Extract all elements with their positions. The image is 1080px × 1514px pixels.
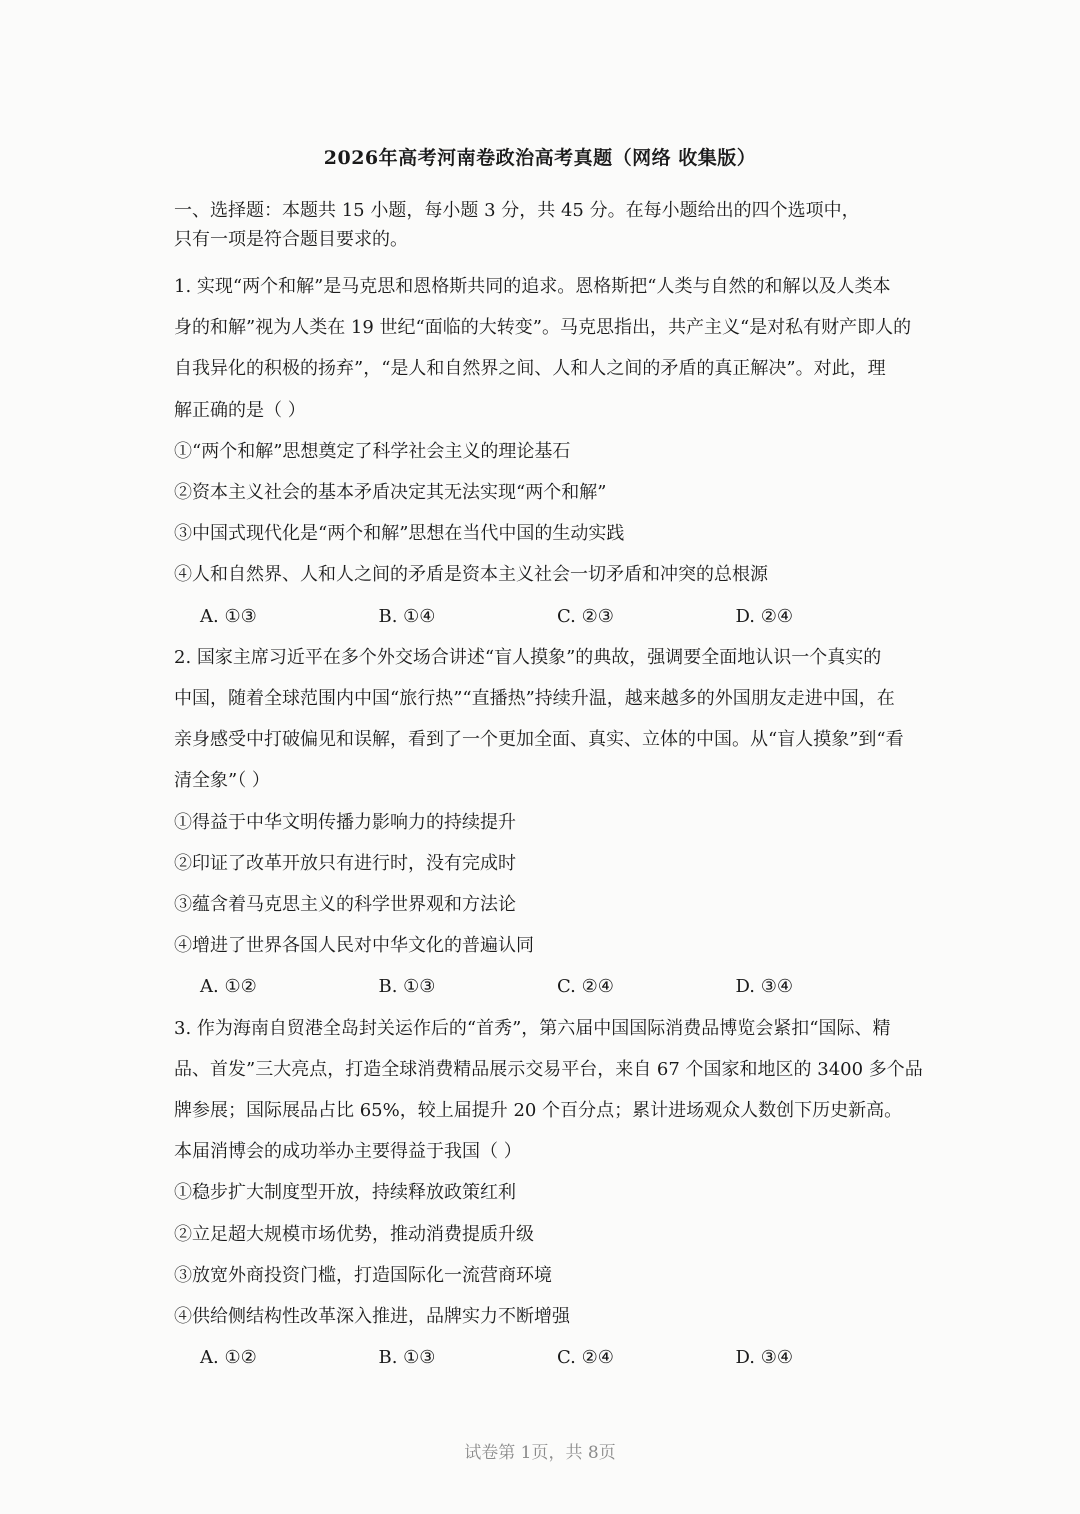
question-stem-line: 清全象”（ ） [174,770,270,792]
question-option: ④增进了世界各国人民对中华文化的普遍认同 [174,935,534,957]
choice-c: C. ②③ [557,605,614,627]
question-stem-line: 1. 实现“两个和解”是马克思和恩格斯共同的追求。恩格斯把“人类与自然的和解以及人类本 [174,276,891,297]
page-footer: 试卷第 1页，共 8页 [464,1443,616,1463]
choice-a: A. ①② [200,1347,257,1369]
page-title: 2026年高考河南卷政治高考真题（网络 收集版） [323,147,757,169]
answer-choices [174,966,914,1007]
question-option: ④供给侧结构性改革深入推进，品牌实力不断增强 [174,1306,570,1328]
question-option: ③中国式现代化是“两个和解”思想在当代中国的生动实践 [174,523,625,545]
question-3 [174,1008,923,1379]
answer-choices [174,596,914,637]
answer-choices [174,1337,914,1378]
section-heading-line: 只有一项是符合题目要求的。 [174,229,408,250]
choice-d: D. ③④ [735,1347,794,1369]
choice-a: A. ①② [200,976,257,998]
exam-content [174,196,923,1378]
choice-b: B. ①③ [378,976,436,998]
question-stem-line: 中国，随着全球范围内中国“旅行热”“直播热”持续升温，越来越多的外国朋友走进中国，在 [174,688,895,710]
choice-d: D. ②④ [735,605,794,627]
question-option: ①得益于中华文明传播力影响力的持续提升 [174,811,516,833]
choice-b: B. ①③ [378,1347,436,1369]
question-option: ②资本主义社会的基本矛盾决定其无法实现“两个和解” [174,482,607,504]
question-stem-line: 2. 国家主席习近平在多个外交场合讲述“盲人摸象”的典故，强调要全面地认识一个真实的 [174,646,882,668]
question-option: ③放宽外商投资门槛，打造国际化一流营商环境 [174,1264,552,1286]
question-option: ②印证了改革开放只有进行时，没有完成时 [174,852,516,874]
question-option: ④人和自然界、人和人之间的矛盾是资本主义社会一切矛盾和冲突的总根源 [174,564,768,586]
question-stem-line: 身的和解”视为人类在 19 世纪“面临的大转变”。马克思指出，共产主义“是对私有财产即人的 [174,317,912,339]
question-stem-line: 自我异化的积极的扬弃”，“是人和自然界之间、人和人之间的矛盾的真正解决”。对此，理 [174,358,886,380]
choice-d: D. ③④ [735,976,794,998]
question-stem-line: 牌参展；国际展品占比 65%，较上届提升 20 个百分点；累计进场观众人数创下历史新高。 [174,1100,903,1122]
question-stem-line: 3. 作为海南自贸港全岛封关运作后的“首秀”，第六届中国国际消费品博览会紧扣“国际、精 [174,1017,891,1039]
choice-c: C. ②④ [557,976,614,998]
question-stem-line: 亲身感受中打破偏见和误解，看到了一个更加全面、真实、立体的中国。从“盲人摸象”到“看 [174,729,904,751]
question-stem-line: 品、首发”三大亮点，打造全球消费精品展示交易平台，来自 67 个国家和地区的 3400 多个品 [174,1058,923,1080]
question-option: ③蕴含着马克思主义的科学世界观和方法论 [174,894,516,916]
section-heading-line: 一、选择题：本题共 15 小题，每小题 3 分，共 45 分。在每小题给出的四个选项中， [174,200,860,221]
choice-c: C. ②④ [557,1347,614,1369]
question-option: ①“两个和解”思想奠定了科学社会主义的理论基石 [174,440,571,462]
question-1 [174,266,914,637]
question-stem-line: 解正确的是（ ） [174,399,306,421]
question-option: ②立足超大规模市场优势，推动消费提质升级 [174,1223,534,1245]
question-option: ①稳步扩大制度型开放，持续释放政策红利 [174,1182,516,1204]
choice-b: B. ①④ [378,605,436,627]
choice-a: A. ①③ [200,605,257,627]
question-stem-line: 本届消博会的成功举办主要得益于我国（ ） [174,1141,522,1163]
question-2 [174,637,914,1008]
section-heading [174,196,914,254]
